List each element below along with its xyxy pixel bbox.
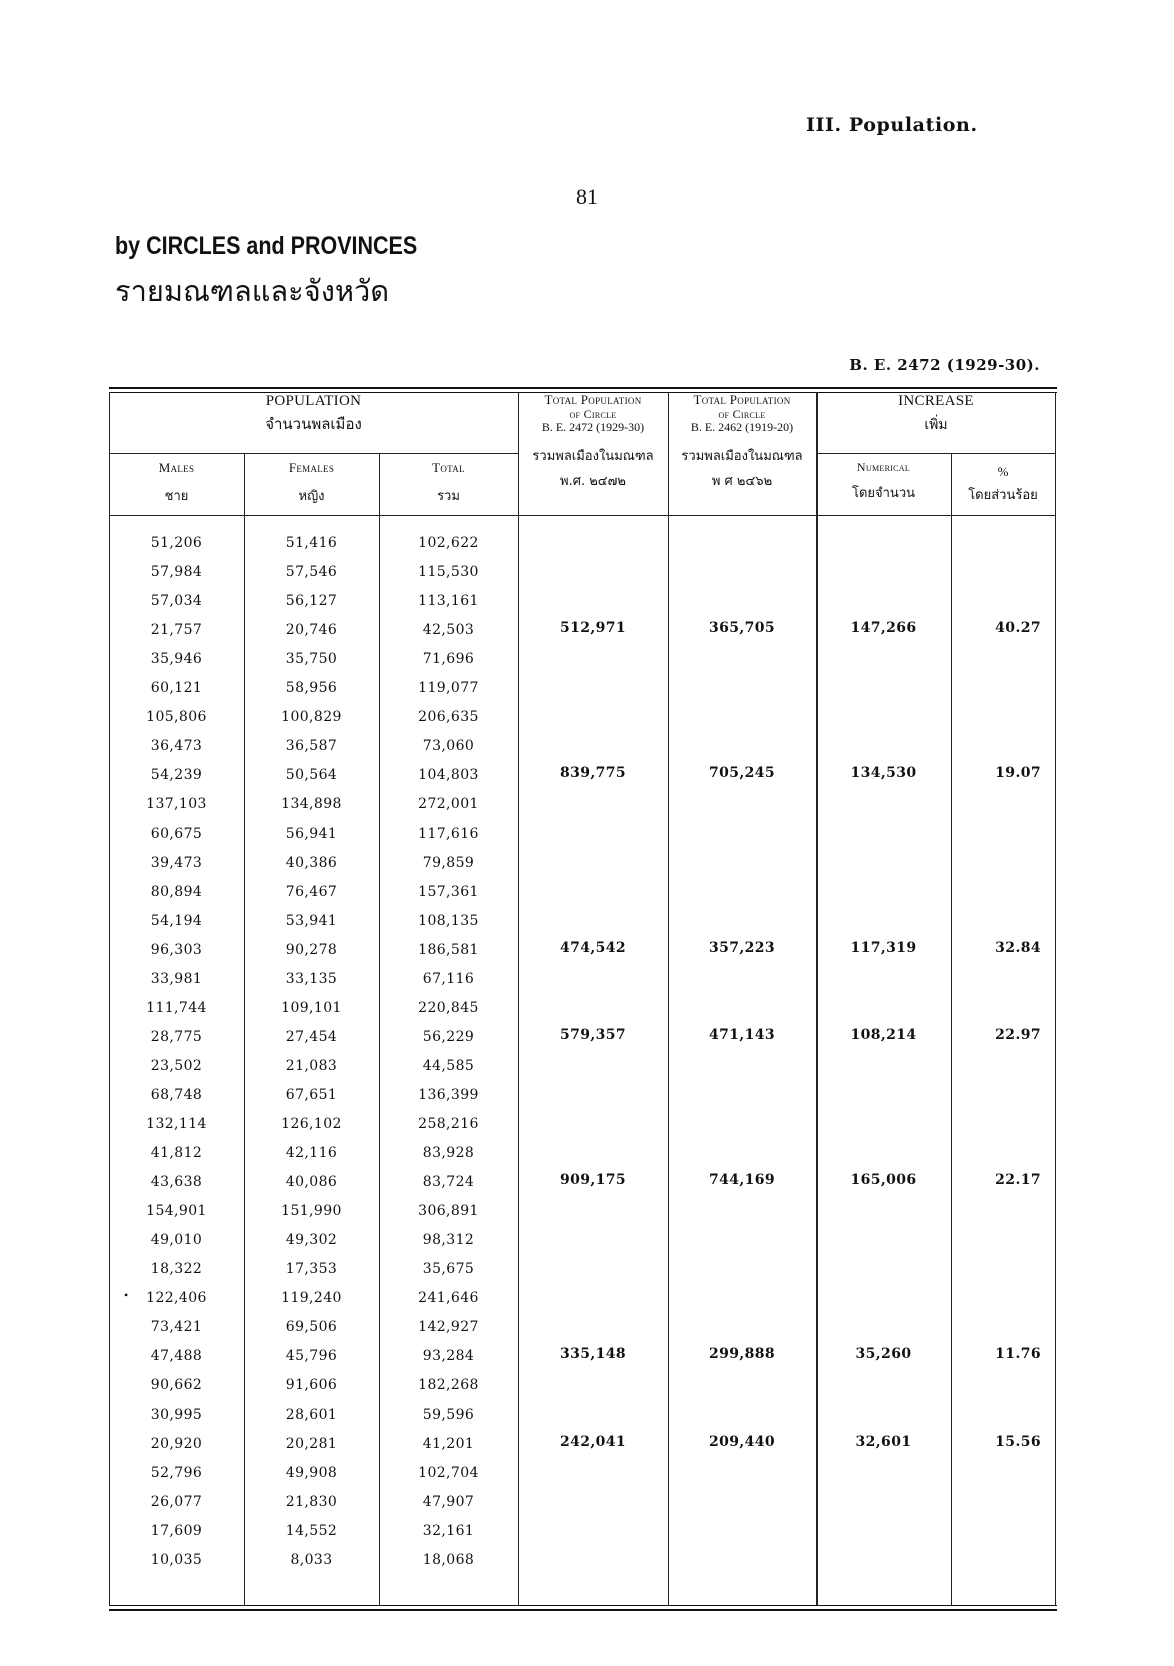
cell-total: 83,724 [422,1174,475,1190]
cell-males: 18,322 [150,1261,203,1277]
cell-total: 142,927 [418,1319,479,1335]
circle-percent: 40.27 [995,620,1041,636]
numerical-header [816,461,951,502]
cell-females: 36,587 [285,738,338,754]
cell-females: 40,386 [285,855,338,871]
circle-increase: 32,601 [855,1434,912,1450]
cell-males: 122,406 [146,1290,207,1306]
cell-total: 186,581 [418,942,479,958]
year-label: B. E. 2472 (1929-30). [849,356,1040,374]
circle-total-2472: 242,041 [559,1434,627,1450]
cell-males: 35,946 [150,651,203,667]
circle-total-2462: 744,169 [708,1172,776,1188]
cell-females: 51,416 [285,535,338,551]
cell-females: 17,353 [285,1261,338,1277]
cell-females: 57,546 [285,564,338,580]
cell-total: 119,077 [418,680,479,696]
total-label: Total [432,460,465,475]
total-2472-year: B. E. 2472 (1929-30) [541,419,645,434]
total-2462-year-thai: พ ศ ๒๔๖๒ [711,473,773,489]
circle-total-2462: 209,440 [708,1434,776,1450]
cell-females: 100,829 [281,709,342,725]
cell-females: 40,086 [285,1174,338,1190]
circle-increase: 165,006 [850,1172,917,1188]
circle-percent: 15.56 [995,1434,1041,1450]
cell-males: 39,473 [150,855,203,871]
circle-total-2462: 705,245 [708,765,776,781]
cell-total: 32,161 [422,1523,475,1539]
cell-total: 104,803 [418,767,479,783]
total-2472-label-thai: รวมพลเมืองในมณฑล [532,449,654,465]
cell-total: 241,646 [418,1290,479,1306]
cell-females: 49,302 [285,1232,338,1248]
circle-increase: 147,266 [850,620,917,636]
cell-total: 47,907 [422,1494,475,1510]
cell-females: 20,746 [285,622,338,638]
cell-total: 83,928 [422,1145,475,1161]
cell-males: 36,473 [150,738,203,754]
subtitle-thai: รายมณฑลและจังหวัด [115,274,390,308]
print-mark: • [124,1288,129,1302]
table-bottom-rule [109,1609,1057,1611]
cell-females: 56,941 [285,826,338,842]
cell-total: 73,060 [422,738,475,754]
cell-males: 28,775 [150,1029,203,1045]
cell-total: 102,704 [418,1465,479,1481]
circle-total-2472: 512,971 [559,620,627,636]
total-2472-header [518,393,668,490]
cell-total: 136,399 [418,1087,479,1103]
cell-females: 8,033 [290,1552,333,1568]
population-label: POPULATION [265,393,362,409]
males-label: Males [158,460,195,475]
cell-total: 71,696 [422,651,475,667]
circle-percent: 11.76 [995,1346,1041,1362]
cell-total: 98,312 [422,1232,475,1248]
cell-females: 21,083 [285,1058,338,1074]
females-label-thai: หญิง [298,488,325,504]
cell-males: 54,239 [150,767,203,783]
table-right-border [1055,393,1056,1605]
cell-females: 76,467 [285,884,338,900]
cell-females: 53,941 [285,913,338,929]
page-number: 81 [576,184,598,209]
cell-total: 59,596 [422,1407,475,1423]
cell-females: 20,281 [285,1436,338,1452]
cell-males: 23,502 [150,1058,203,1074]
cell-males: 51,206 [150,535,203,551]
circle-total-2472: 839,775 [559,765,627,781]
increase-label: INCREASE [898,393,974,409]
circle-total-2462: 365,705 [708,620,776,636]
percent-label-thai: โดยส่วนร้อย [968,487,1038,503]
population-table [109,387,1057,1611]
cell-males: 21,757 [150,622,203,638]
header-divider [816,453,1056,454]
cell-total: 157,361 [418,884,479,900]
circle-total-2462: 357,223 [708,940,776,956]
cell-males: 20,920 [150,1436,203,1452]
cell-males: 17,609 [150,1523,203,1539]
cell-males: 137,103 [146,796,207,812]
circle-percent: 32.84 [995,940,1041,956]
circle-total-2472: 579,357 [559,1027,627,1043]
cell-females: 91,606 [285,1377,338,1393]
population-label-thai: จำนวนพลเมือง [265,414,362,433]
cell-total: 41,201 [422,1436,475,1452]
cell-males: 111,744 [146,1000,207,1016]
numerical-label: Numerical [856,460,911,474]
cell-males: 90,662 [150,1377,203,1393]
females-header [244,461,379,504]
subtitle-english: by CIRCLES and PROVINCES [115,232,418,260]
cell-males: 54,194 [150,913,203,929]
cell-males: 49,010 [150,1232,203,1248]
cell-females: 14,552 [285,1523,338,1539]
circle-total-2462: 471,143 [708,1027,776,1043]
cell-females: 56,127 [285,593,338,609]
cell-total: 35,675 [422,1261,475,1277]
circle-total-2462: 299,888 [708,1346,776,1362]
cell-total: 113,161 [418,593,479,609]
increase-label-thai: เพิ่ม [924,416,948,433]
circle-total-2472: 909,175 [559,1172,627,1188]
cell-males: 43,638 [150,1174,203,1190]
cell-males: 105,806 [146,709,207,725]
header-bottom-rule [109,515,1056,516]
cell-females: 27,454 [285,1029,338,1045]
cell-total: 258,216 [418,1116,479,1132]
cell-females: 49,908 [285,1465,338,1481]
table-top-rule [109,387,1057,389]
population-group-header [109,393,518,433]
circle-percent: 22.17 [995,1172,1041,1188]
cell-females: 67,651 [285,1087,338,1103]
cell-total: 272,001 [418,796,479,812]
cell-males: 26,077 [150,1494,203,1510]
total-2472-label: Total Population [544,392,642,407]
cell-total: 93,284 [422,1348,475,1364]
cell-total: 306,891 [418,1203,479,1219]
cell-total: 79,859 [422,855,475,871]
cell-females: 50,564 [285,767,338,783]
column-divider [816,393,818,1605]
cell-females: 35,750 [285,651,338,667]
numerical-label-thai: โดยจำนวน [851,486,916,502]
section-title: III. Population. [806,114,978,136]
cell-males: 132,114 [146,1116,207,1132]
circle-total-2472: 474,542 [559,940,627,956]
total-2462-header [668,393,816,490]
cell-females: 126,102 [281,1116,342,1132]
cell-females: 119,240 [281,1290,342,1306]
cell-total: 206,635 [418,709,479,725]
cell-total: 67,116 [422,971,475,987]
cell-males: 33,981 [150,971,203,987]
cell-total: 44,585 [422,1058,475,1074]
cell-total: 182,268 [418,1377,479,1393]
cell-males: 60,675 [150,826,203,842]
total-label-thai: รวม [437,488,460,504]
cell-females: 69,506 [285,1319,338,1335]
cell-females: 58,956 [285,680,338,696]
cell-total: 102,622 [418,535,479,551]
cell-males: 80,894 [150,884,203,900]
cell-total: 56,229 [422,1029,475,1045]
cell-females: 109,101 [281,1000,342,1016]
cell-females: 42,116 [285,1145,338,1161]
cell-total: 117,616 [418,826,479,842]
circle-percent: 22.97 [995,1027,1041,1043]
total-2462-year: B. E. 2462 (1919-20) [690,419,794,434]
total-2462-label-2: of Circle [718,406,766,421]
cell-total: 220,845 [418,1000,479,1016]
cell-females: 21,830 [285,1494,338,1510]
cell-males: 60,121 [150,680,203,696]
circle-percent: 19.07 [995,765,1041,781]
cell-total: 115,530 [418,564,479,580]
cell-females: 33,135 [285,971,338,987]
cell-males: 68,748 [150,1087,203,1103]
males-header [109,461,244,504]
cell-males: 52,796 [150,1465,203,1481]
cell-males: 41,812 [150,1145,203,1161]
column-divider [518,393,519,1605]
cell-females: 28,601 [285,1407,338,1423]
header-divider [109,453,518,454]
total-2462-label: Total Population [693,392,791,407]
table-bottom-rule-thin [109,1605,1057,1606]
total-2472-year-thai: พ.ศ. ๒๔๗๒ [560,473,626,489]
females-label: Females [288,460,335,475]
cell-females: 134,898 [281,796,342,812]
cell-males: 47,488 [150,1348,203,1364]
circle-increase: 117,319 [850,940,917,956]
cell-males: 96,303 [150,942,203,958]
cell-total: 18,068 [422,1552,475,1568]
increase-group-header [816,393,1056,433]
circle-increase: 108,214 [850,1027,917,1043]
cell-males: 73,421 [150,1319,203,1335]
cell-males: 57,984 [150,564,203,580]
total-2462-label-thai: รวมพลเมืองในมณฑล [681,449,803,465]
circle-increase: 35,260 [855,1346,912,1362]
cell-females: 90,278 [285,942,338,958]
cell-females: 151,990 [281,1203,342,1219]
cell-males: 57,034 [150,593,203,609]
percent-header [951,461,1055,503]
circle-increase: 134,530 [850,765,917,781]
males-label-thai: ชาย [164,488,189,504]
cell-males: 154,901 [146,1203,207,1219]
cell-total: 108,135 [418,913,479,929]
cell-males: 10,035 [150,1552,203,1568]
cell-males: 30,995 [150,1407,203,1423]
cell-total: 42,503 [422,622,475,638]
column-divider [668,393,669,1605]
total-2472-label-2: of Circle [569,406,617,421]
cell-females: 45,796 [285,1348,338,1364]
circle-total-2472: 335,148 [559,1346,627,1362]
percent-label: % [997,464,1009,479]
total-header [379,461,518,504]
